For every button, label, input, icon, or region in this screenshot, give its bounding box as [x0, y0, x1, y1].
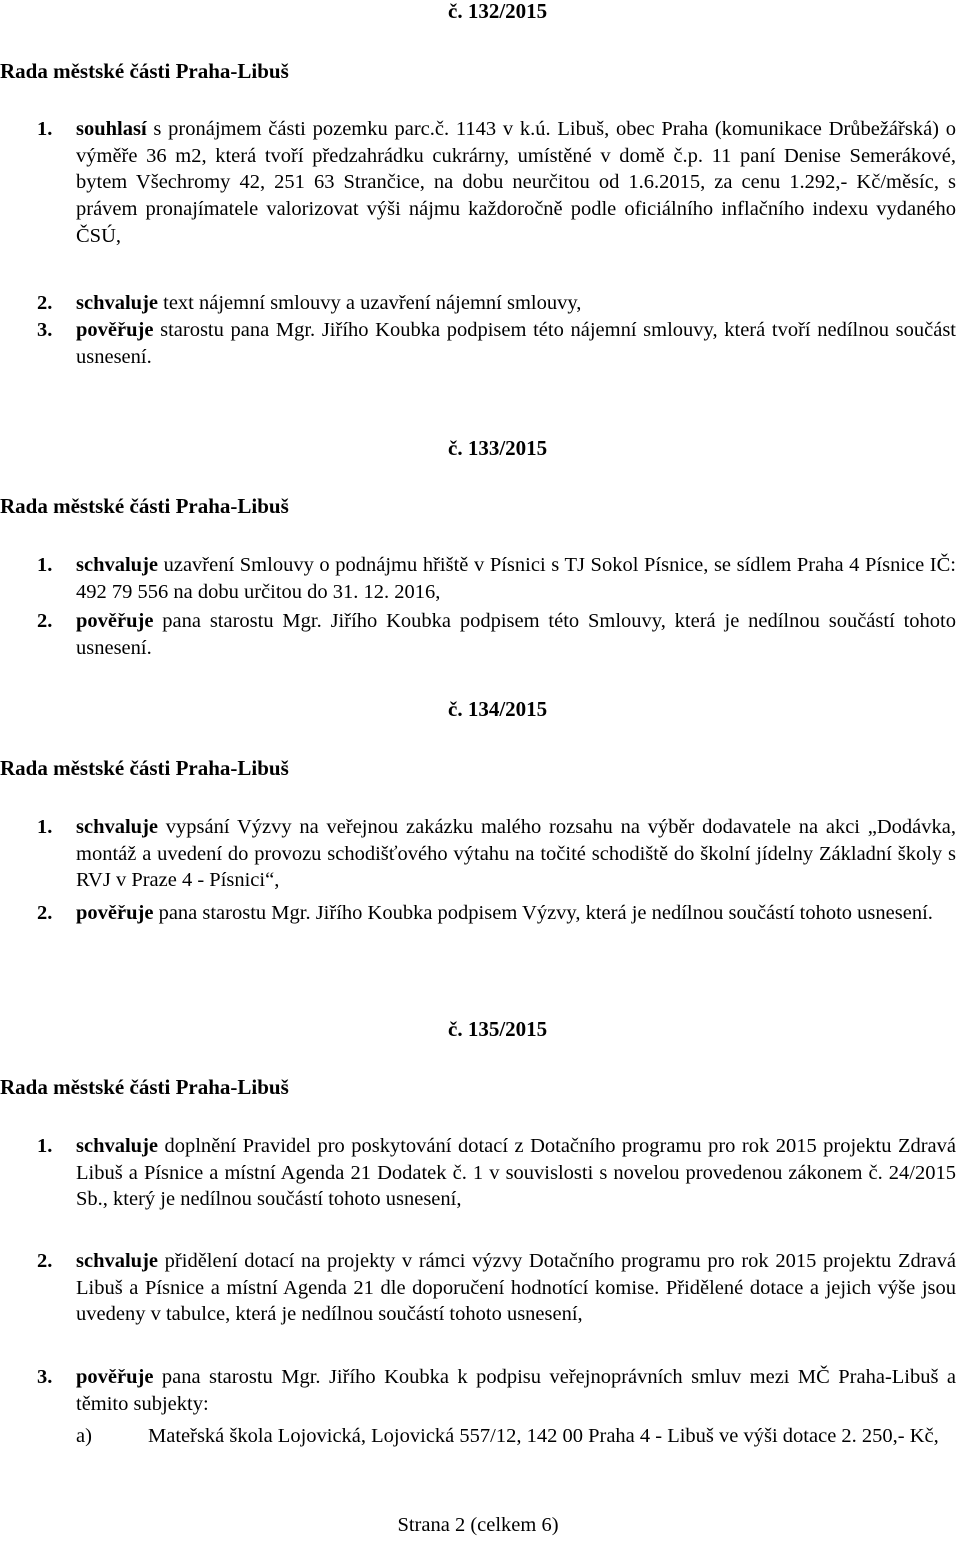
- resolution-item: [0, 1364, 956, 1417]
- item-text: pana starostu Mgr. Jiřího Koubka podpisem této Smlouvy, která je nedílnou součástí tohoto usnesení.: [76, 610, 956, 659]
- item-number: 2.: [37, 1250, 53, 1272]
- resolution-item: [0, 317, 956, 370]
- item-number: 1.: [37, 118, 53, 140]
- resolution-item: [0, 1248, 956, 1328]
- resolution-item: [0, 290, 956, 317]
- item-verb: pověřuje: [76, 319, 154, 341]
- resolution-item: [0, 116, 956, 250]
- item-verb: souhlasí: [76, 118, 147, 140]
- item-number: 2.: [37, 610, 53, 632]
- item-number: 1.: [37, 1135, 53, 1157]
- resolution-subitem: [0, 1423, 956, 1450]
- item-verb: pověřuje: [76, 610, 154, 632]
- item-text: text nájemní smlouvy a uzavření nájemní smlouvy,: [163, 292, 582, 314]
- subitem-text: Mateřská škola Lojovická, Lojovická 557/12, 142 00 Praha 4 - Libuš ve výši dotace 2. 250,- Kč,: [148, 1425, 939, 1447]
- council-heading: Rada městské části Praha-Libuš: [0, 59, 289, 83]
- item-verb: schvaluje: [76, 1250, 158, 1272]
- item-number: 3.: [37, 1366, 53, 1388]
- resolution-item: [0, 608, 956, 661]
- item-text: přidělení dotací na projekty v rámci výzvy Dotačního programu pro rok 2015 projektu Zdravá Libuš a Písnice a místní Agenda 21 dle doporučení hodnotící komise. Přidělené dotace a jejich výše jsou uvedeny v tabulce, která je nedílnou součástí tohoto usnesení,: [76, 1250, 956, 1326]
- item-verb: pověřuje: [76, 1366, 154, 1388]
- resolution-item: [0, 900, 956, 927]
- resolution-item: [0, 552, 956, 605]
- item-verb: pověřuje: [76, 902, 154, 924]
- resolution-number: č. 133/2015: [448, 436, 548, 460]
- item-text: s pronájmem části pozemku parc.č. 1143 v k.ú. Libuš, obec Praha (komunikace Drůbežářská) o výměře 36 m2, která tvoří předzahrádku cukrárny, umístěné v domě č.p. 11 paní Denise Semerákové, bytem Všechromy 42, 251 63 Strančice, na dobu neurčitou od 1.6.2015, za cenu 1.292,- Kč/měsíc, s právem pronajímatele valorizovat výši nájmu každoročně podle oficiálního inflačního indexu vydaného ČSÚ,: [76, 118, 957, 247]
- item-text: doplnění Pravidel pro poskytování dotací z Dotačního programu pro rok 2015 projektu Zdravá Libuš a Písnice a místní Agenda 21 Dodatek č. 1 v souvislosti s novelou provedenou zákonem č. 24/2015 Sb., který je nedílnou součástí tohoto usnesení,: [76, 1135, 956, 1211]
- council-heading: Rada městské části Praha-Libuš: [0, 756, 289, 780]
- item-text: pana starostu Mgr. Jiřího Koubka podpisem Výzvy, která je nedílnou součástí tohoto usnesení.: [158, 902, 933, 924]
- resolution-number: č. 135/2015: [448, 1017, 548, 1041]
- resolution-item: [0, 1133, 956, 1213]
- item-number: 1.: [37, 554, 53, 576]
- item-text: uzavření Smlouvy o podnájmu hřiště v Písnici s TJ Sokol Písnice, se sídlem Praha 4 Písnice IČ: 492 79 556 na dobu určitou do 31. 12. 2016,: [76, 554, 957, 603]
- resolution-item: [0, 814, 956, 894]
- item-text: vypsání Výzvy na veřejnou zakázku malého rozsahu na výběr dodavatele na akci „Dodávka, montáž a uvedení do provozu schodišťového výtahu na točité schodiště do školní jídelny Základní školy s RVJ v Praze 4 - Písnici“,: [76, 816, 957, 892]
- resolution-number: č. 134/2015: [448, 697, 548, 721]
- resolution-number: č. 132/2015: [448, 0, 548, 23]
- item-verb: schvaluje: [76, 1135, 158, 1157]
- item-number: 2.: [37, 292, 53, 314]
- item-verb: schvaluje: [76, 816, 158, 838]
- council-heading: Rada městské části Praha-Libuš: [0, 494, 289, 518]
- council-heading: Rada městské části Praha-Libuš: [0, 1075, 289, 1099]
- item-text: starostu pana Mgr. Jiřího Koubka podpisem této nájemní smlouvy, která tvoří nedílnou součást usnesení.: [76, 319, 956, 368]
- item-number: 2.: [37, 902, 53, 924]
- item-text: pana starostu Mgr. Jiřího Koubka k podpisu veřejnoprávních smluv mezi MČ Praha-Libuš a těmito subjekty:: [76, 1366, 956, 1415]
- item-verb: schvaluje: [76, 292, 158, 314]
- item-number: 1.: [37, 816, 53, 838]
- page-footer: Strana 2 (celkem 6): [397, 1514, 559, 1536]
- item-verb: schvaluje: [76, 554, 158, 576]
- subitem-letter: a): [76, 1425, 92, 1447]
- item-number: 3.: [37, 319, 53, 341]
